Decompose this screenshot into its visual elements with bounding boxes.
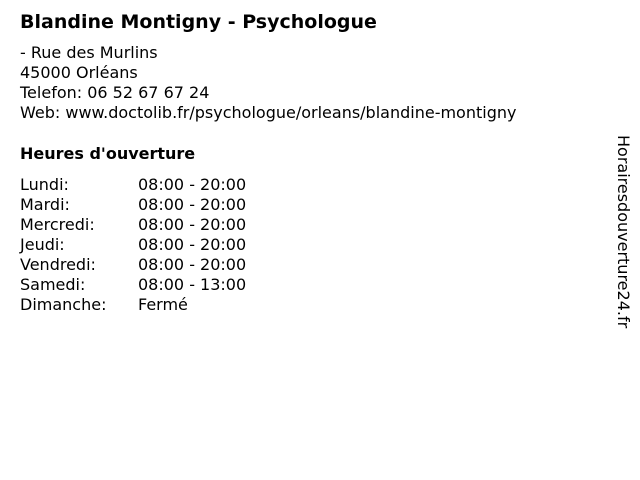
day-hours: 08:00 - 13:00 <box>138 275 247 294</box>
hours-row <box>20 235 246 255</box>
hours-row <box>20 275 246 295</box>
day-hours: 08:00 - 20:00 <box>138 255 247 274</box>
hours-row <box>20 215 246 235</box>
day-hours: Fermé <box>138 295 188 314</box>
hours-row <box>20 295 246 315</box>
city-line: 45000 Orléans <box>20 63 138 82</box>
business-title: Blandine Montigny - Psychologue <box>20 11 377 33</box>
day-label: Jeudi: <box>20 235 65 254</box>
hours-heading: Heures d'ouverture <box>20 144 196 163</box>
street-address: - Rue des Murlins <box>20 43 158 62</box>
day-label: Vendredi: <box>20 255 96 274</box>
day-label: Mardi: <box>20 195 70 214</box>
hours-row <box>20 175 246 195</box>
day-label: Lundi: <box>20 175 69 194</box>
hours-table <box>20 175 246 315</box>
day-label: Samedi: <box>20 275 86 294</box>
hours-row <box>20 195 246 215</box>
day-label: Dimanche: <box>20 295 107 314</box>
web-line: Web: www.doctolib.fr/psychologue/orleans/blandine-montigny <box>20 103 517 122</box>
day-hours: 08:00 - 20:00 <box>138 215 247 234</box>
business-card <box>20 10 600 315</box>
day-hours: 08:00 - 20:00 <box>138 195 247 214</box>
phone-line: Telefon: 06 52 67 67 24 <box>20 83 210 102</box>
day-label: Mercredi: <box>20 215 95 234</box>
site-watermark: Horairesdouverture24.fr <box>614 135 633 329</box>
day-hours: 08:00 - 20:00 <box>138 175 247 194</box>
hours-row <box>20 255 246 275</box>
day-hours: 08:00 - 20:00 <box>138 235 247 254</box>
